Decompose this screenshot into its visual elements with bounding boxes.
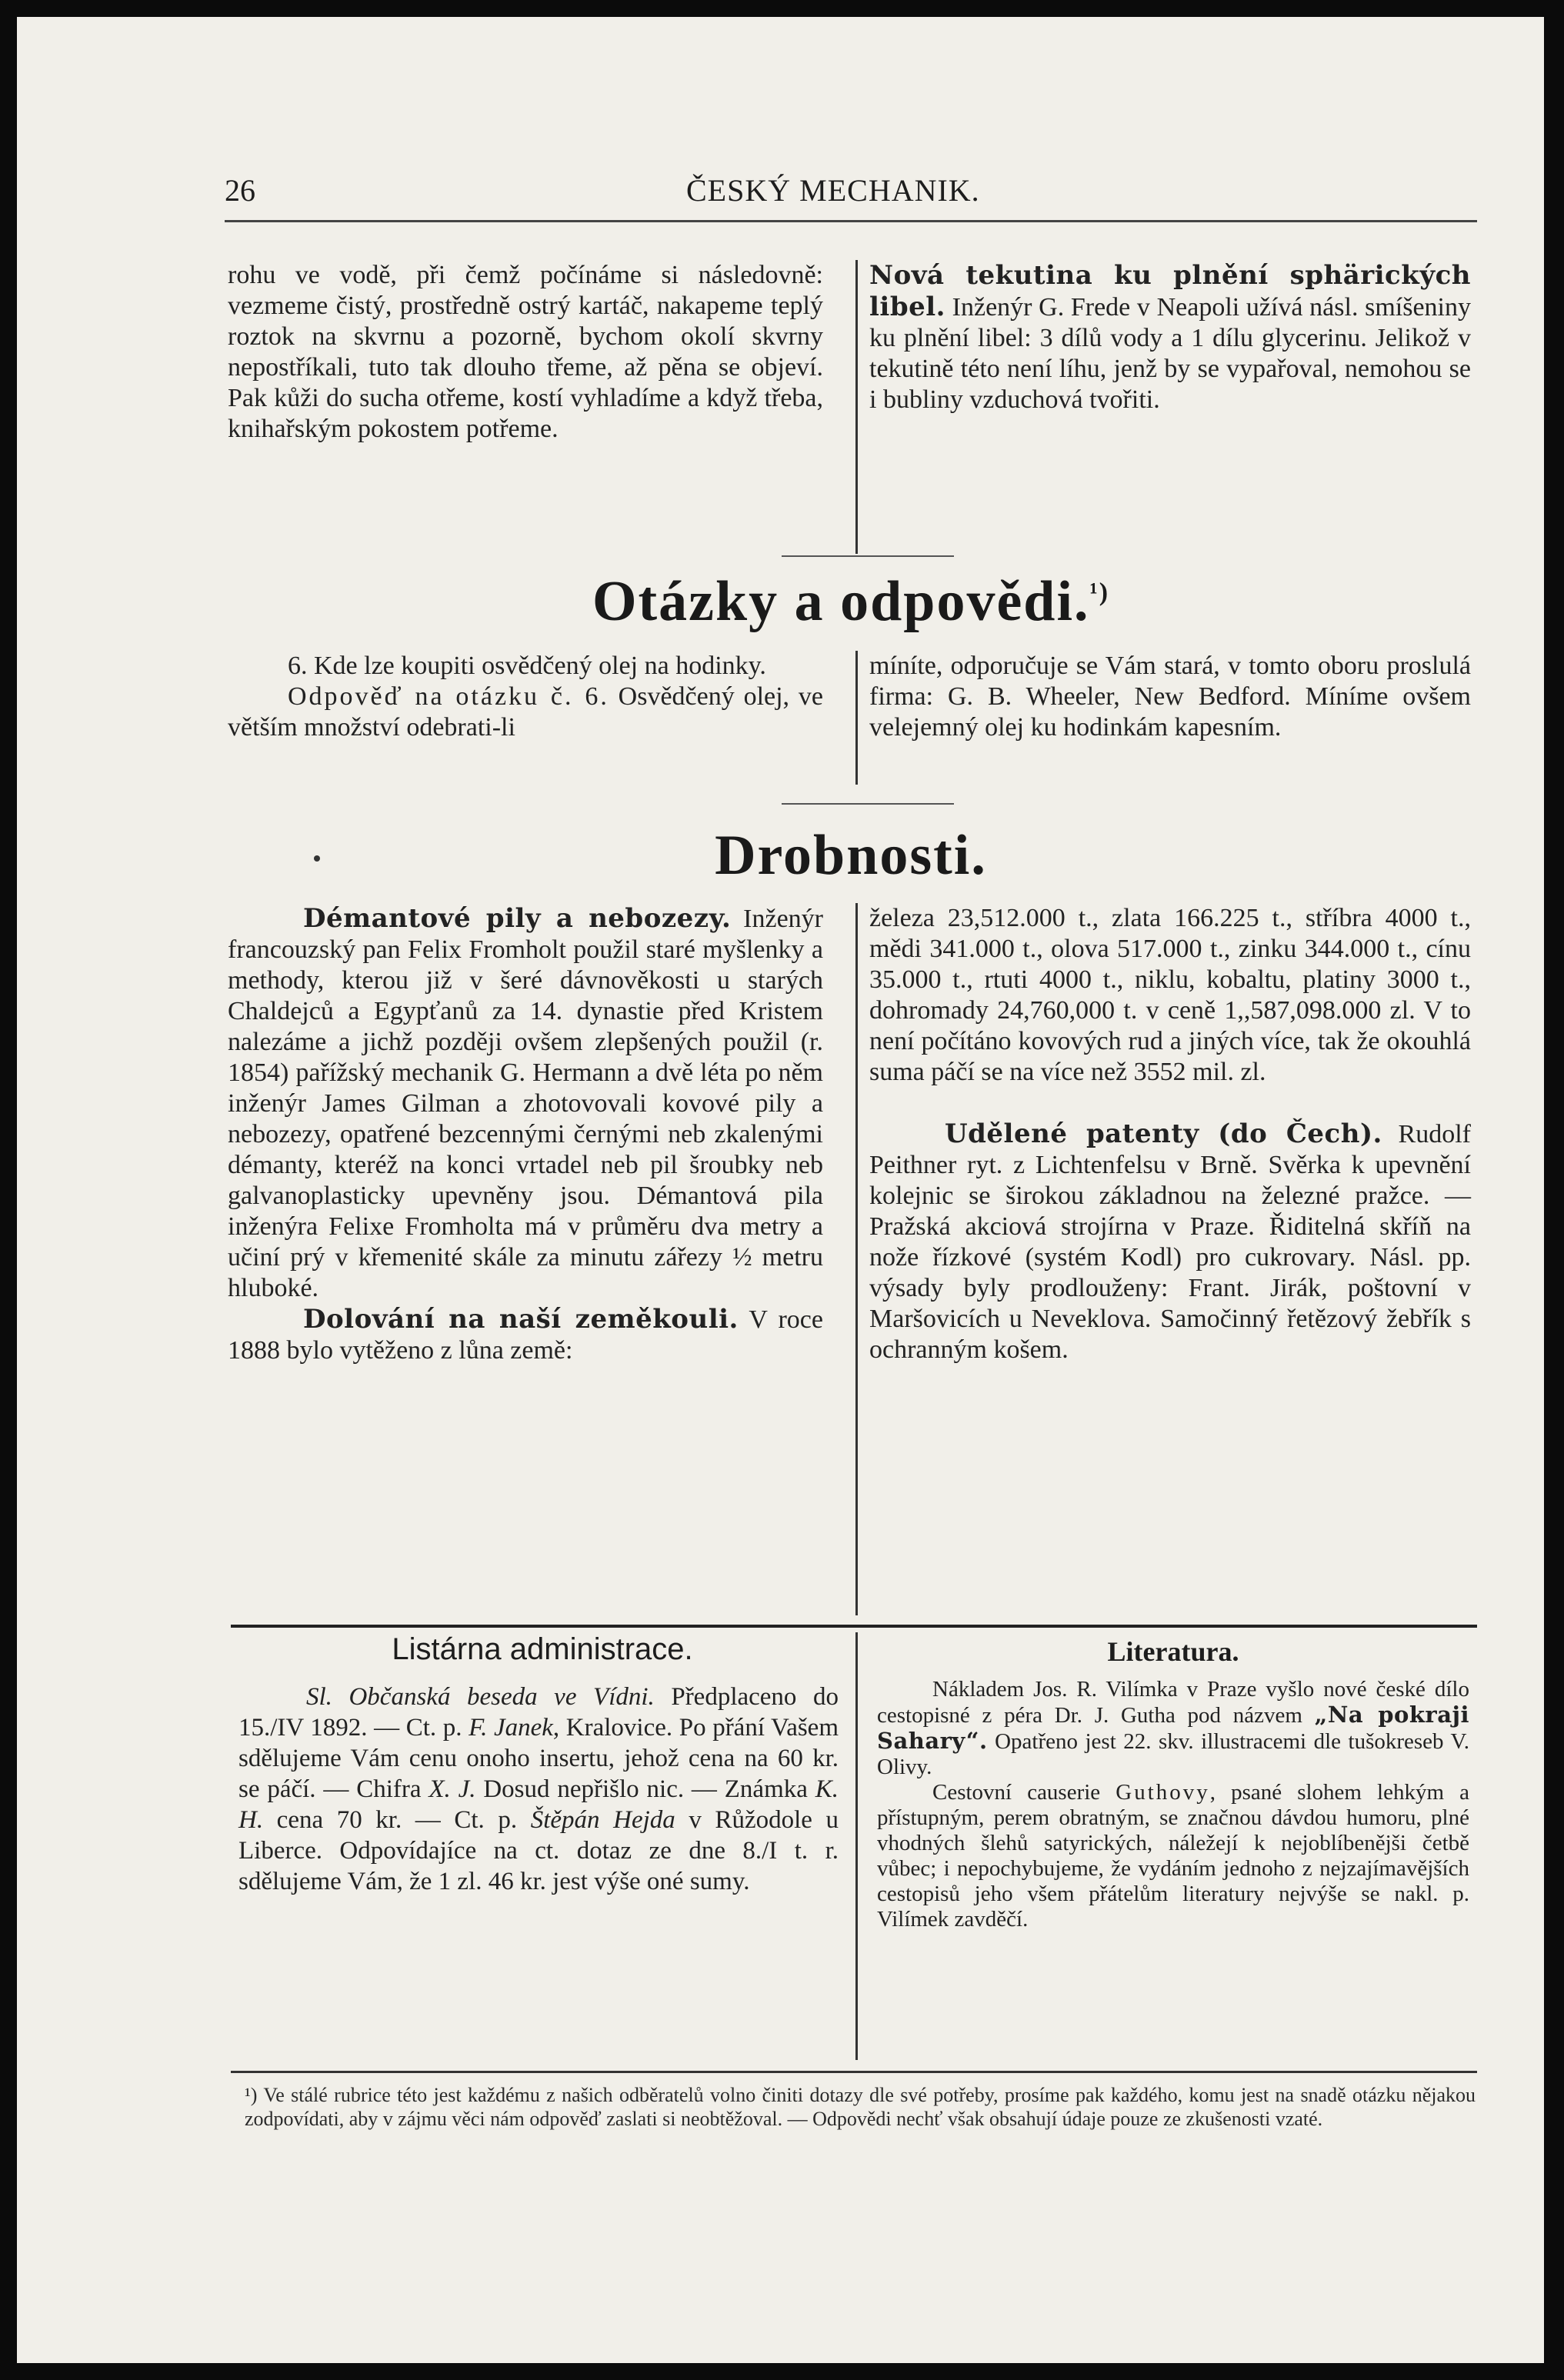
- footnote: [245, 2083, 1476, 2131]
- mining-continued: železa 23,512.000 t., zlata 166.225 t., stříbra 4000 t., mědi 341.000 t., olova 517.000 t., zinku 344.000 t., cínu 35.000 t., rtuti 4000 t., niklu, kobaltu, platiny 3000 t., dohromady 24,760,000 t. v ceně 1,,587,098.000 zl. V to není počítáno kovových rud a jiných více, tak že okouhlá suma páčí se na více než 3552 mil. zl.: [869, 904, 1471, 1086]
- listarna-name-1: F. Janek: [469, 1714, 553, 1742]
- diamond-heading: Démantové pily a nebozezy.: [303, 903, 732, 934]
- listarna-text-4: cena 70 kr. — Ct. p.: [263, 1806, 531, 1834]
- mining-text: V roce 1888 bylo vytěženo z lůna země:: [228, 1305, 823, 1365]
- footnote-rule: [231, 2071, 1477, 2073]
- listarna-column: [238, 1682, 839, 1897]
- literatura-intro: Nákladem Jos. R. Vilímka v Praze vyšlo nové české dílo cestopisné z péra Dr. J. Gutha pod názvem: [877, 1677, 1469, 1728]
- qa-title: [225, 569, 1477, 635]
- patents-text: Rudolf Peithner ryt. z Lichtenfelsu v Brně. Svěrka k upevnění kolejnic se širokou základnou na železné pražce. — Pražská akciová strojírna v Praze. Řiditelná skříň na nože řízkové (systém Kodl) pro cukrovary. Násl. pp. výsady byly prodlouženy: Frant. Jirák, poštovní v Maršovicích u Neveklova. Samočinný řetězový žebřík s ochranným košem.: [869, 1120, 1471, 1364]
- drobnosti-left-column: [228, 903, 823, 1366]
- running-title: ČESKÝ MECHANIK.: [686, 173, 980, 208]
- literatura-title: Literatura.: [1107, 1636, 1239, 1667]
- listarna-name-3: K. H.: [238, 1775, 839, 1834]
- qa-answer-label: Odpověď na otázku č. 6.: [288, 682, 609, 711]
- listarna-text-1: Předplaceno do 15./IV 1892. — Ct. p.: [238, 1683, 839, 1742]
- qa-footnote-mark: ¹): [1089, 578, 1110, 607]
- libel-text: Inženýr G. Frede v Neapoli užívá násl. smíšeniny ku plnění libel: 3 dílů vody a 1 dílu glycerinu. Jelikož v tekutině této není líhu, jenž by se vypařoval, nemohou se i bubliny vzduchová tvořiti.: [869, 293, 1471, 414]
- page-number: 26: [225, 173, 255, 208]
- boxes-top-rule: [231, 1625, 1477, 1628]
- footnote-text: Ve stálé rubrice této jest každému z našich odběratelů volno činiti dotazy dle své potřeby, prosíme pak každého, komu jest na snadě otázku nějakou zodpovídati, aby v zájmu věci nám odpověď zaslati si neobtěžoval. — Odpovědi nechť však obsahují údaje pouze ze zkušenosti vzaté.: [245, 2084, 1476, 2130]
- diamond-article: [228, 903, 823, 1304]
- column-divider-boxes: [855, 1632, 858, 2060]
- patents-article: [869, 1118, 1471, 1365]
- libel-article: [869, 260, 1471, 415]
- mining-article: [228, 1304, 823, 1366]
- listarna-text-3: Dosud nepřišlo nic. — Známka: [475, 1775, 815, 1803]
- top-right-column: [869, 260, 1471, 415]
- listarna-text: [238, 1682, 839, 1897]
- column-divider-qa: [855, 651, 858, 785]
- top-left-column: [228, 260, 823, 445]
- qa-answer: [228, 682, 823, 743]
- mining-heading: Dolování na naší zeměkouli.: [303, 1304, 739, 1335]
- qa-title-text: Otázky a odpovědi.: [592, 570, 1090, 633]
- header-rule: [225, 220, 1477, 222]
- literatura-review: , psané slohem lehkým a přístupným, perem obratným, se značnou dávdou humoru, plné vhodných šlehů satyrických, náležejí k nejoblíbenějši četbě vůbec; i nepochybujeme, že vydáním jednoho z nejzajímavějších cestopisů jeho všem přátelům literatury nejvýše se nakl. p. Vilímek zavděčí.: [877, 1780, 1469, 1932]
- qa-answer-text-right: míníte, odporučuje se Vám stará, v tomto oboru proslulá firma: G. B. Wheeler, New Bedford. Míníme ovšem velejemný olej ku hodinkám kapesním.: [869, 652, 1471, 742]
- literatura-illustrations: Opatřeno jest 22. skv. illustracemi dle tušokreseb V. Olivy.: [877, 1729, 1469, 1779]
- literatura-text-1: [877, 1677, 1469, 1780]
- column-divider-drobnosti: [855, 903, 858, 1615]
- drobnosti-title: Drobnosti.: [715, 824, 987, 887]
- page-header: [225, 172, 1477, 212]
- listarna-name-2: X. J.: [429, 1775, 476, 1803]
- libel-heading: Nová tekutina ku plnění sphärických libel.: [869, 260, 1471, 322]
- diamond-text: Inženýr francouzský pan Felix Fromholt použil staré myšlenky a methody, kterou již v šeré dávnověkosti u starých Chaldejců a Egypťanů za 14. dynastie před Kristem nalezáme a jichž později ovšem zlepšených použil (r. 1854) pařížský mechanik G. Hermann a dvě léta po něm inženýr James Gilman a zhotovovali kovové pily a nebozezy, opatřené bezcennými černými neb zkalenými démanty, kteréž na konci vrtadel neb pil šroubky neb galvanoplasticky upevněny jsou. Démantová pila inženýra Felixe Fromholta má v průměru dva metry a učiní prý v křemenité skále za minutu zářezy ½ metru hluboké.: [228, 905, 823, 1302]
- qa-answer-text-left: Osvědčený olej, ve větším množství odebrati-li: [228, 682, 823, 742]
- literatura-book-title: „Na pokraji Sahary“.: [877, 1702, 1469, 1754]
- listarna-lead: Sl. Občanská beseda ve Vídni.: [306, 1683, 655, 1711]
- listarna-name-4: Štěpán Hejda: [530, 1806, 675, 1834]
- top-left-text: rohu ve vodě, při čemž počínáme si následovně: vezmeme čistý, prostředně ostrý kartáč, nakapeme teplý roztok na skvrnu a pozorně, bychom okolí skvrny nepostříkali, tuto tak dlouho třeme, až pěna se objeví. Pak kůži do sucha otřeme, kostí vyhladíme a když třeba, knihařským pokostem potřeme.: [228, 261, 823, 443]
- literatura-author: Guthovy: [1115, 1780, 1210, 1805]
- drobnosti-right-column: [869, 903, 1471, 1365]
- listarna-text-2: , Kralovice. Po přání Vašem sdělujeme Vám cenu onoho insertu, jehož cena na 60 kr. se páčí. — Chifra: [238, 1714, 839, 1803]
- footnote-mark: ¹): [245, 2084, 258, 2106]
- section-divider-2: [782, 803, 954, 805]
- qa-right-column: [869, 651, 1471, 743]
- literatura-column: [877, 1677, 1469, 1932]
- listarna-title: Listárna administrace.: [392, 1632, 693, 1666]
- listarna-text-5: v Růžodole u Liberce. Odpovídajíce na ct. dotaz ze dne 8./I t. r. sdělujeme Vám, že 1 zl. 46 kr. jest výše oné sumy.: [238, 1806, 839, 1895]
- column-divider-top: [855, 260, 858, 554]
- literatura-text-2: [877, 1780, 1469, 1932]
- qa-left-column: [228, 651, 823, 743]
- patents-heading: Udělené patenty (do Čech).: [945, 1118, 1382, 1149]
- literatura-causerie: Cestovní causerie: [932, 1780, 1116, 1805]
- qa-question: 6. Kde lze koupiti osvědčený olej na hodinky.: [288, 652, 766, 680]
- section-divider-1: [782, 555, 954, 557]
